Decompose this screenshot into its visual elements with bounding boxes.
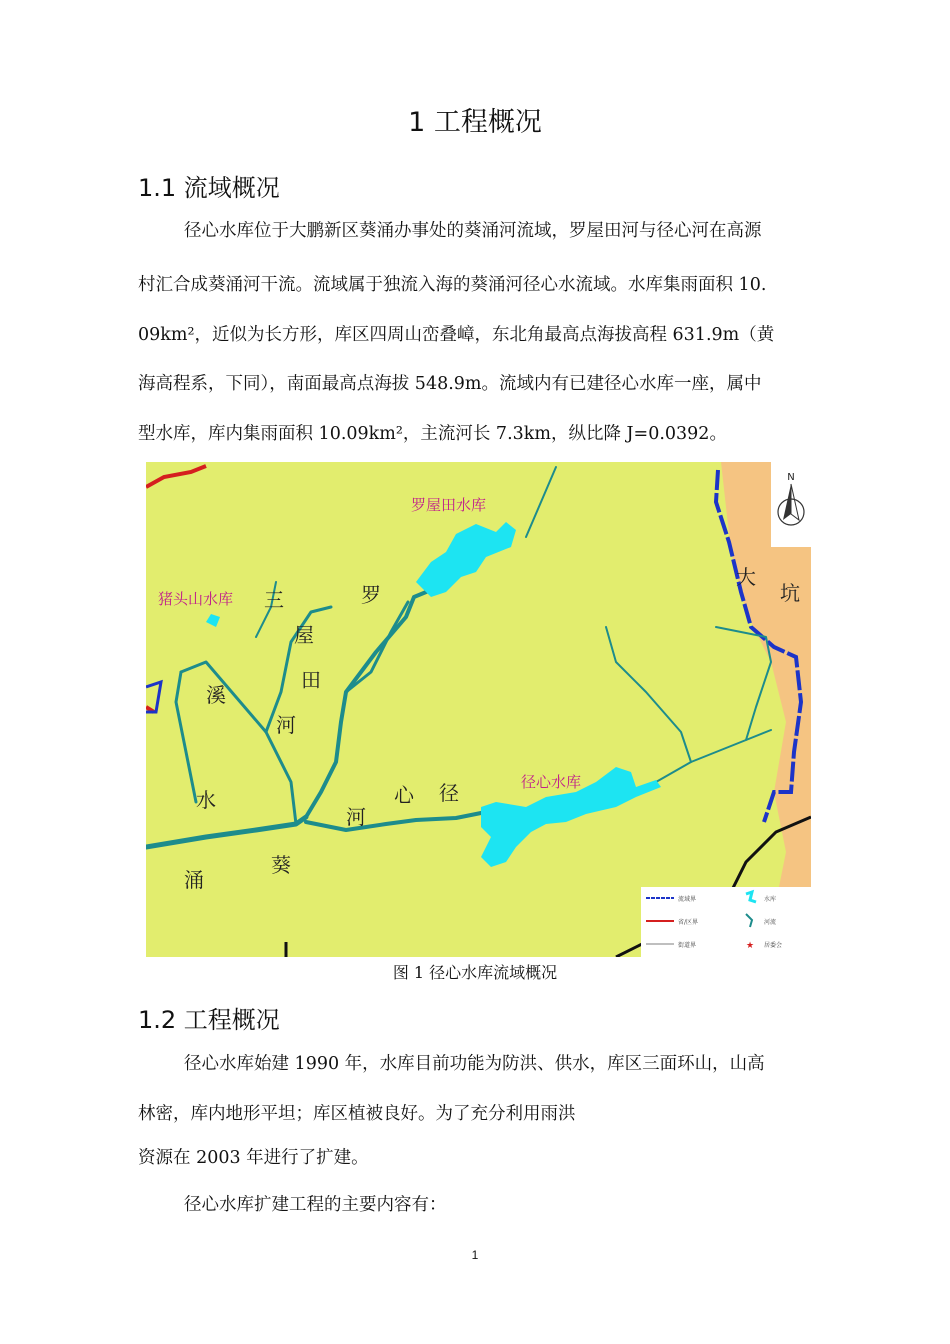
reservoir-label: 罗屋田水库 (411, 496, 487, 514)
svg-text:水库: 水库 (764, 896, 777, 903)
svg-text:省/区界: 省/区界 (678, 919, 699, 926)
svg-text:涌: 涌 (184, 868, 204, 892)
svg-text:流域界: 流域界 (678, 896, 697, 903)
svg-text:田: 田 (301, 668, 321, 692)
paragraph-line: 村汇合成葵涌河干流。流域属于独流入海的葵涌河径心水流域。水库集雨面积 10. (138, 275, 767, 295)
paragraph-line: 海高程系，下同），南面最高点海拔 548.9m。流域内有已建径心水库一座，属中 (138, 374, 762, 394)
svg-text:居委会: 居委会 (764, 942, 783, 949)
paragraph-line: 径心水库始建 1990 年，水库目前功能为防洪、供水，库区三面环山，山高 (184, 1054, 765, 1074)
svg-text:三: 三 (264, 588, 284, 612)
svg-text:街道界: 街道界 (678, 942, 697, 949)
svg-text:河流: 河流 (764, 919, 777, 926)
paragraph-line: 径心水库位于大鹏新区葵涌办事处的葵涌河流域，罗屋田河与径心河在高源 (184, 221, 762, 241)
page-title: 1 工程概况 (408, 107, 542, 138)
svg-text:葵: 葵 (271, 853, 291, 877)
paragraph-line: 型水库，库内集雨面积 10.09km²，主流河长 7.3km，纵比降 J=0.0392。 (138, 424, 727, 444)
figure-caption: 图 1 径心水库流域概况 (392, 963, 558, 982)
paragraph-line: 资源在 2003 年进行了扩建。 (138, 1148, 369, 1168)
svg-text:罗: 罗 (361, 583, 381, 607)
svg-text:★: ★ (746, 941, 755, 951)
paragraph-line: 林密，库内地形平坦；库区植被良好。为了充分利用雨洪 (138, 1104, 576, 1124)
paragraph-line: 09km²，近似为长方形，库区四周山峦叠嶂，东北角最高点海拔高程 631.9m（黄 (138, 325, 775, 345)
svg-text:径: 径 (439, 781, 459, 805)
svg-text:溪: 溪 (206, 683, 226, 707)
section-heading-1-1: 1.1 流域概况 (138, 174, 280, 202)
svg-text:水: 水 (196, 788, 216, 812)
svg-text:河: 河 (346, 805, 366, 829)
watershed-map (146, 462, 811, 957)
page-number: 1 (471, 1248, 479, 1262)
svg-text:大: 大 (736, 565, 756, 589)
svg-text:屋: 屋 (294, 623, 314, 647)
svg-text:河: 河 (276, 713, 296, 737)
paragraph-line: 径心水库扩建工程的主要内容有： (184, 1195, 447, 1215)
svg-text:坑: 坑 (780, 581, 800, 605)
svg-text:心: 心 (394, 783, 414, 807)
reservoir-label: 径心水库 (521, 773, 582, 791)
north-label: N (787, 472, 795, 483)
reservoir-label: 猪头山水库 (158, 590, 234, 608)
section-heading-1-2: 1.2 工程概况 (138, 1006, 280, 1034)
